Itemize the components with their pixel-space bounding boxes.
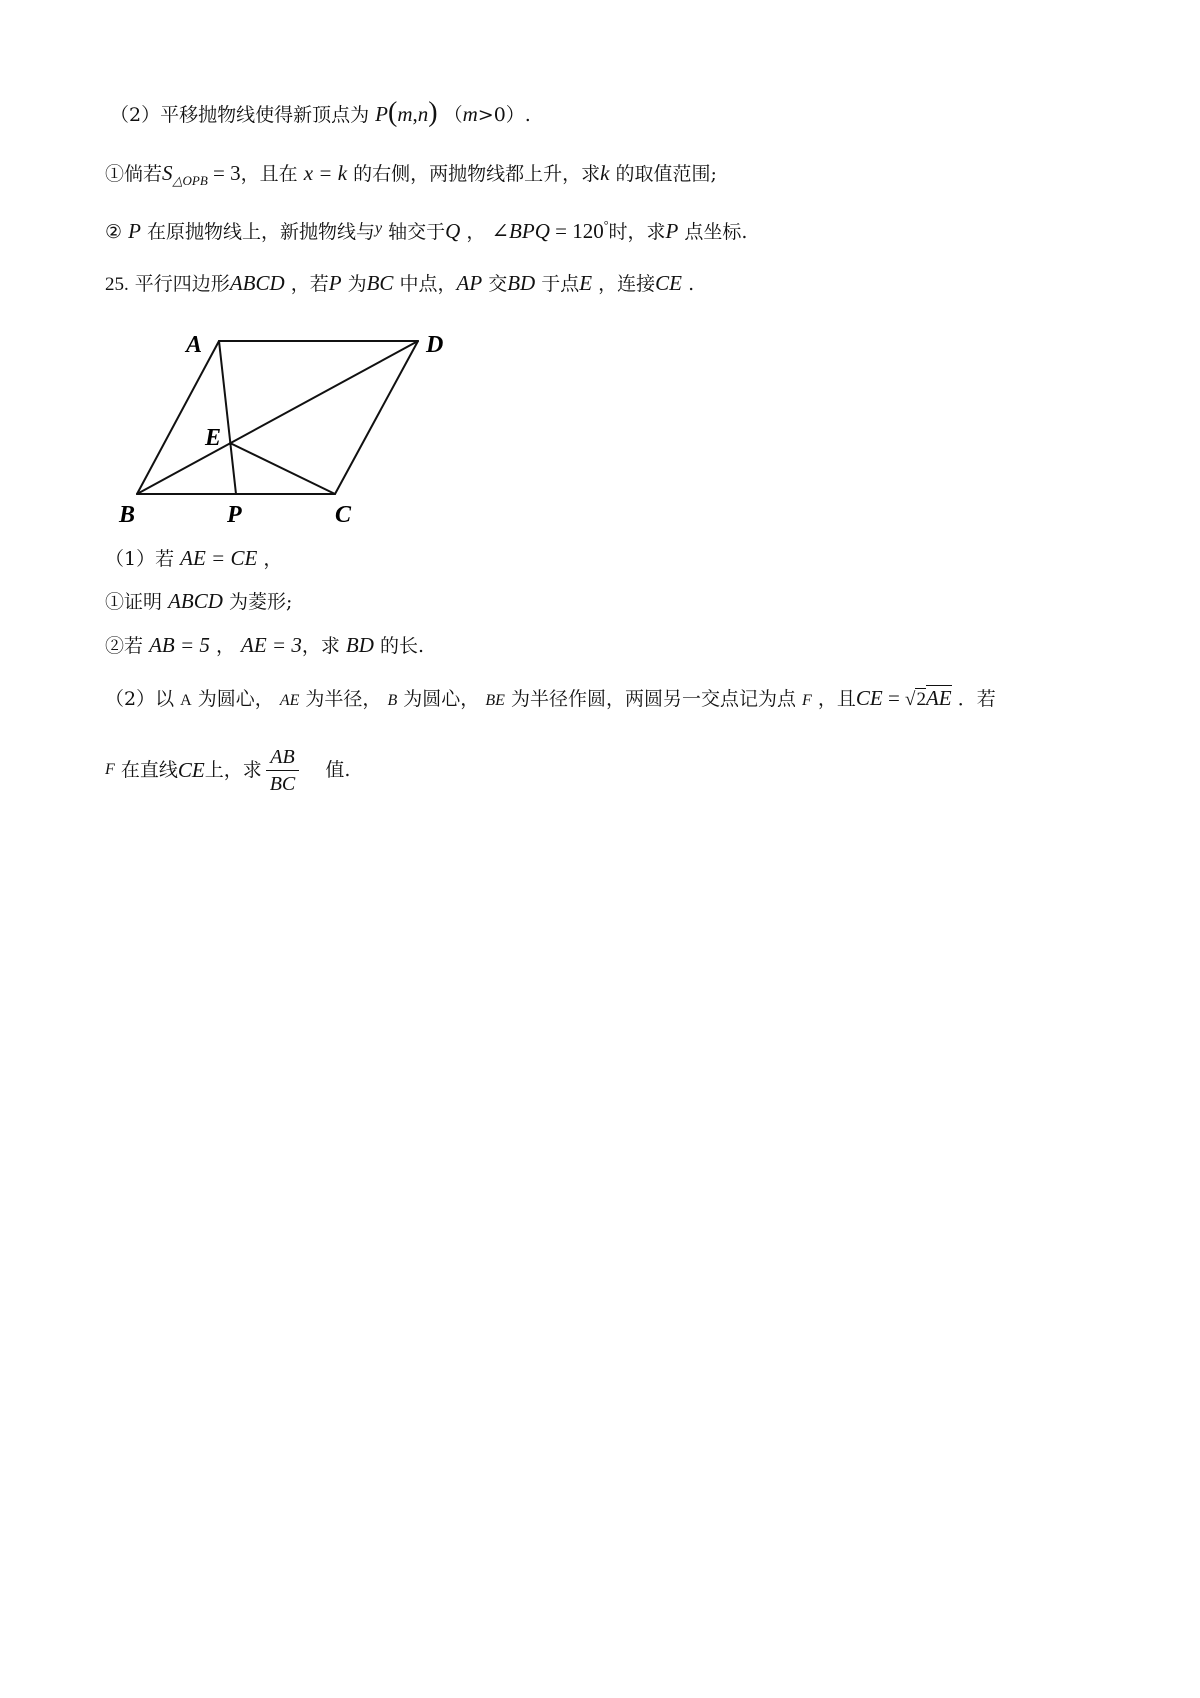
part2-line-2: F 在直线CE上，求 $\frac{AB}{BC}$ 值. bbox=[105, 745, 351, 795]
q24-item2-line: ② P 在原抛物线上，新抛物线与$^y$ 轴交于Q ， ∠BPQ = 120°时，求P 点坐标. bbox=[105, 218, 748, 243]
q24-item1-line: ①倘若$S_{\triangle OPB} = 3$，且在 x = k 的右侧，两抛物线都上升，求k 的取值范围; bbox=[105, 161, 717, 188]
question-number: 25. bbox=[105, 274, 129, 295]
label-A: A bbox=[186, 332, 203, 358]
part1-line: （1）若 AE = CE ， bbox=[105, 546, 283, 570]
label-B: B bbox=[119, 502, 136, 528]
sqrt-symbol: √ bbox=[905, 689, 916, 710]
part1-item1-line: ①证明 ABCD 为菱形; bbox=[105, 589, 293, 613]
parallelogram-figure bbox=[110, 328, 470, 538]
label-E: E bbox=[205, 425, 222, 451]
q25-stem: 25. 平行四边形ABCD ，若P 为BC 中点，AP 交BD 于点E ，连接CE . bbox=[105, 271, 695, 295]
fraction-ab-over-bc: $\frac{AB}{BC}$ bbox=[266, 744, 300, 797]
label-D: D bbox=[426, 332, 444, 358]
part1-item2-line: ②若 AB = 5 ， AE = 3，求 BD 的长. bbox=[105, 633, 424, 657]
q24-part2-line: （2）平移抛物线使得新顶点为 P(m,n) （m>0）. bbox=[110, 97, 531, 128]
segment-AP bbox=[219, 341, 236, 494]
label-P: P bbox=[227, 502, 242, 528]
paren-open: ( bbox=[387, 97, 398, 128]
label-C: C bbox=[335, 502, 352, 528]
paren-close: ) bbox=[428, 97, 438, 128]
part2-line: （2）以 A 为圆心， AE 为半径， B 为圆心， BE 为半径作圆，两圆另一交点记为点 F ，且CE = √2AE ．若 bbox=[105, 686, 996, 710]
segment-EC bbox=[230, 443, 335, 494]
